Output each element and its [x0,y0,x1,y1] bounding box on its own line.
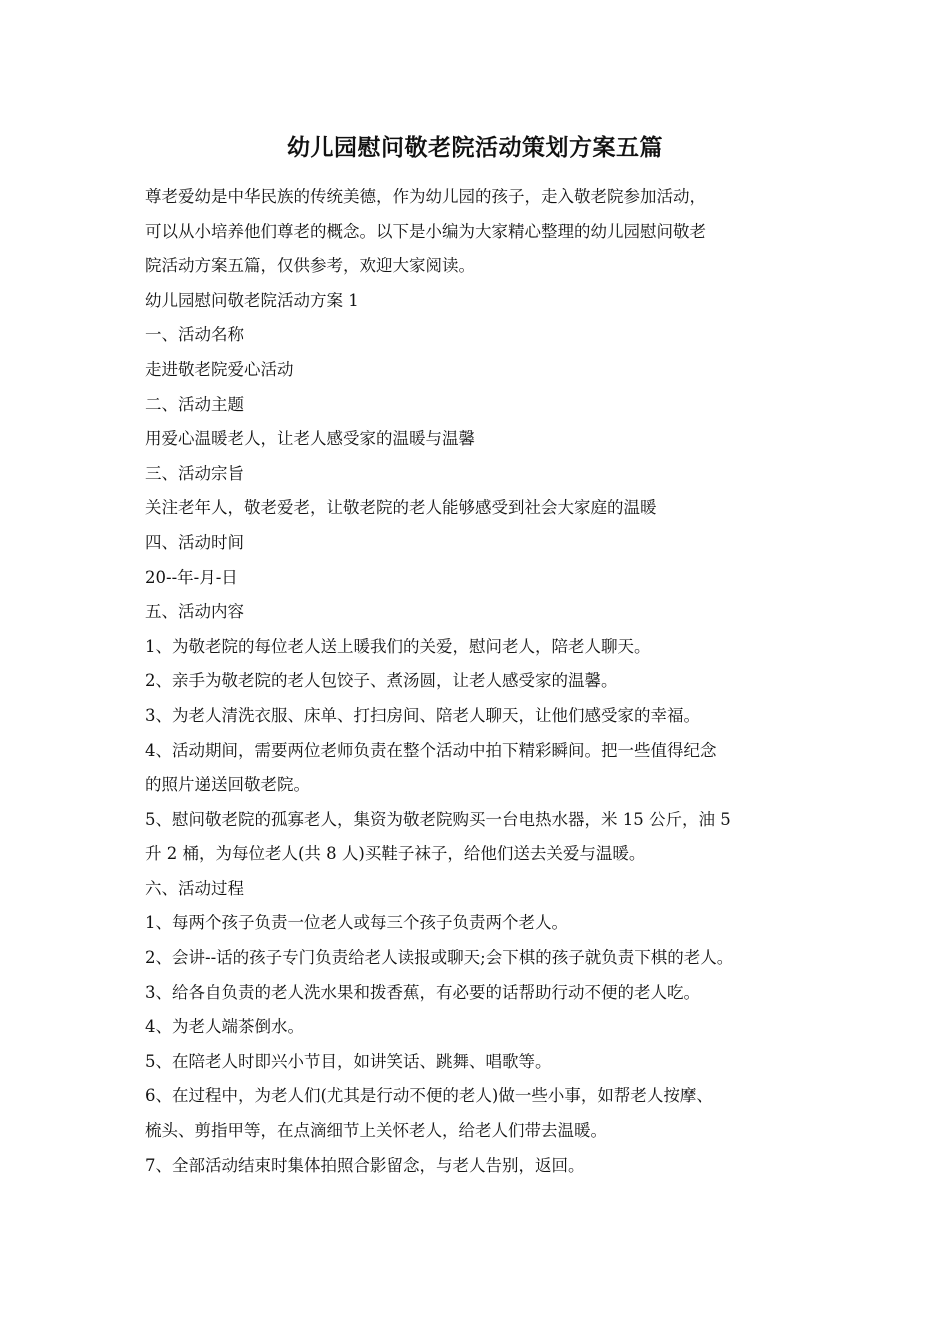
body-line: 关注老年人，敬老爱老，让敬老院的老人能够感受到社会大家庭的温暖 [145,498,657,518]
list-item: 2、会讲--话的孩子专门负责给老人读报或聊天;会下棋的孩子就负责下棋的老人。 [145,948,734,968]
subsection-heading: 五、活动内容 [145,602,244,622]
body-line: 20--年-月-日 [145,567,238,587]
list-item: 3、给各自负责的老人洗水果和拨香蕉，有必要的话帮助行动不便的老人吃。 [145,982,700,1002]
list-item: 6、在过程中，为老人们(尤其是行动不便的老人)做一些小事，如帮老人按摩、 [145,1086,713,1106]
subsection-heading: 二、活动主题 [145,394,244,414]
list-item: 4、活动期间，需要两位老师负责在整个活动中拍下精彩瞬间。把一些值得纪念 [145,740,717,760]
intro-line: 尊老爱幼是中华民族的传统美德，作为幼儿园的孩子，走入敬老院参加活动， [145,187,706,206]
list-item: 2、亲手为敬老院的老人包饺子、煮汤圆，让老人感受家的温馨。 [145,671,618,691]
list-item: 1、为敬老院的每位老人送上暖我们的关爱，慰问老人，陪老人聊天。 [145,636,651,656]
list-item: 5、在陪老人时即兴小节目，如讲笑话、跳舞、唱歌等。 [145,1051,552,1071]
subsection-heading: 六、活动过程 [145,878,244,898]
intro-line: 可以从小培养他们尊老的概念。以下是小编为大家精心整理的幼儿园慰问敬老 [145,221,706,241]
document-body [145,180,820,1183]
subsection-heading: 三、活动宗旨 [145,463,244,483]
body-line: 用爱心温暖老人，让老人感受家的温暖与温馨 [145,429,475,449]
list-item-continuation: 梳头、剪指甲等，在点滴细节上关怀老人，给老人们带去温暖。 [145,1121,607,1141]
list-item: 5、慰问敬老院的孤寡老人，集资为敬老院购买一台电热水器，米 15 公斤，油 5 [145,809,731,829]
body-line: 走进敬老院爱心活动 [145,359,294,379]
list-item-continuation: 升 2 桶，为每位老人(共 8 人)买鞋子袜子，给他们送去关爱与温暖。 [145,844,646,864]
list-item: 3、为老人清洗衣服、床单、打扫房间、陪老人聊天，让他们感受家的幸福。 [145,705,700,725]
list-item: 4、为老人端茶倒水。 [145,1017,304,1037]
subsection-heading: 四、活动时间 [145,532,244,552]
document-title: 幼儿园慰问敬老院活动策划方案五篇 [287,134,663,161]
list-item-continuation: 的照片递送回敬老院。 [145,775,310,795]
list-item: 1、每两个孩子负责一位老人或每三个孩子负责两个老人。 [145,913,568,933]
intro-line: 院活动方案五篇，仅供参考，欢迎大家阅读。 [145,256,475,276]
section-heading: 幼儿园慰问敬老院活动方案 1 [145,290,359,310]
list-item: 7、全部活动结束时集体拍照合影留念，与老人告别，返回。 [145,1155,585,1175]
subsection-heading: 一、活动名称 [145,325,244,345]
